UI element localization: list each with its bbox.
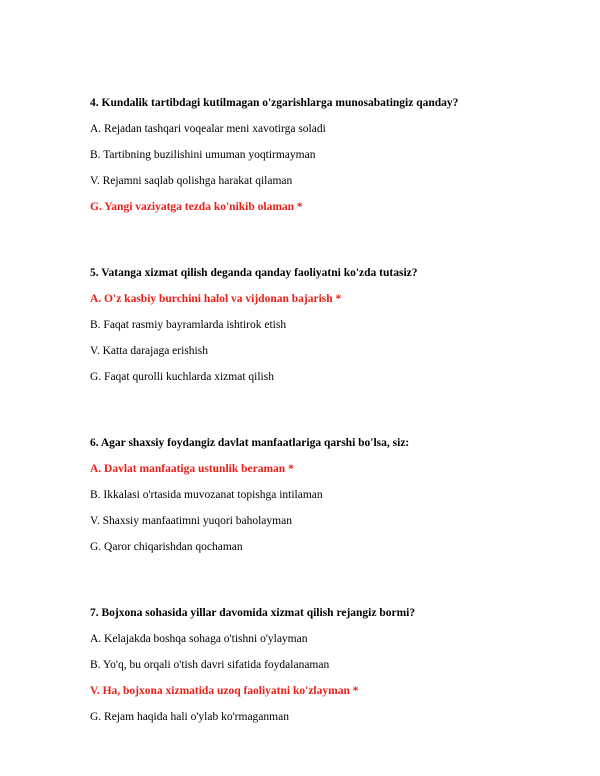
answer-option-b: B. Tartibning buzilishini umuman yoqtirmayman xyxy=(90,149,316,161)
answer-option-g: G. Qaror chiqarishdan qochaman xyxy=(90,541,243,553)
question-6 xyxy=(90,436,560,554)
question-5 xyxy=(90,266,560,384)
answer-option-b: B. Ikkalasi o'rtasida muvozanat topishga intilaman xyxy=(90,489,323,501)
answer-option-b: B. Faqat rasmiy bayramlarda ishtirok etish xyxy=(90,319,287,331)
answer-option-a: A. Rejadan tashqari voqealar meni xavotirga soladi xyxy=(90,123,326,135)
answer-option-a-correct: A. Davlat manfaatiga ustunlik beraman * xyxy=(90,463,294,475)
answer-option-g-correct: G. Yangi vaziyatga tezda ko'nikib olaman * xyxy=(90,201,303,213)
answer-option-b: B. Yo'q, bu orqali o'tish davri sifatida foydalanaman xyxy=(90,659,330,671)
document-page xyxy=(90,96,560,724)
answer-option-a: A. Kelajakda boshqa sohaga o'tishni o'ylayman xyxy=(90,633,308,645)
answer-option-g: G. Faqat qurolli kuchlarda xizmat qilish xyxy=(90,371,274,383)
question-4 xyxy=(90,96,560,214)
question-title: 4. Kundalik tartibdagi kutilmagan o'zgarishlarga munosabatingiz qanday? xyxy=(90,97,459,109)
answer-option-g: G. Rejam haqida hali o'ylab ko'rmaganman xyxy=(90,711,289,723)
answer-option-v: V. Katta darajaga erishish xyxy=(90,345,208,357)
question-title: 5. Vatanga xizmat qilish deganda qanday faoliyatni ko'zda tutasiz? xyxy=(90,267,418,279)
answer-option-v-correct: V. Ha, bojxona xizmatida uzoq faoliyatni ko'zlayman * xyxy=(90,685,359,697)
question-title: 7. Bojxona sohasida yillar davomida xizmat qilish rejangiz bormi? xyxy=(90,607,416,619)
question-title: 6. Agar shaxsiy foydangiz davlat manfaatlariga qarshi bo'lsa, siz: xyxy=(90,437,410,449)
answer-option-v: V. Shaxsiy manfaatimni yuqori baholayman xyxy=(90,515,292,527)
question-7 xyxy=(90,606,560,724)
answer-option-a-correct: A. O'z kasbiy burchini halol va vijdonan bajarish * xyxy=(90,293,342,305)
answer-option-v: V. Rejamni saqlab qolishga harakat qilaman xyxy=(90,175,293,187)
